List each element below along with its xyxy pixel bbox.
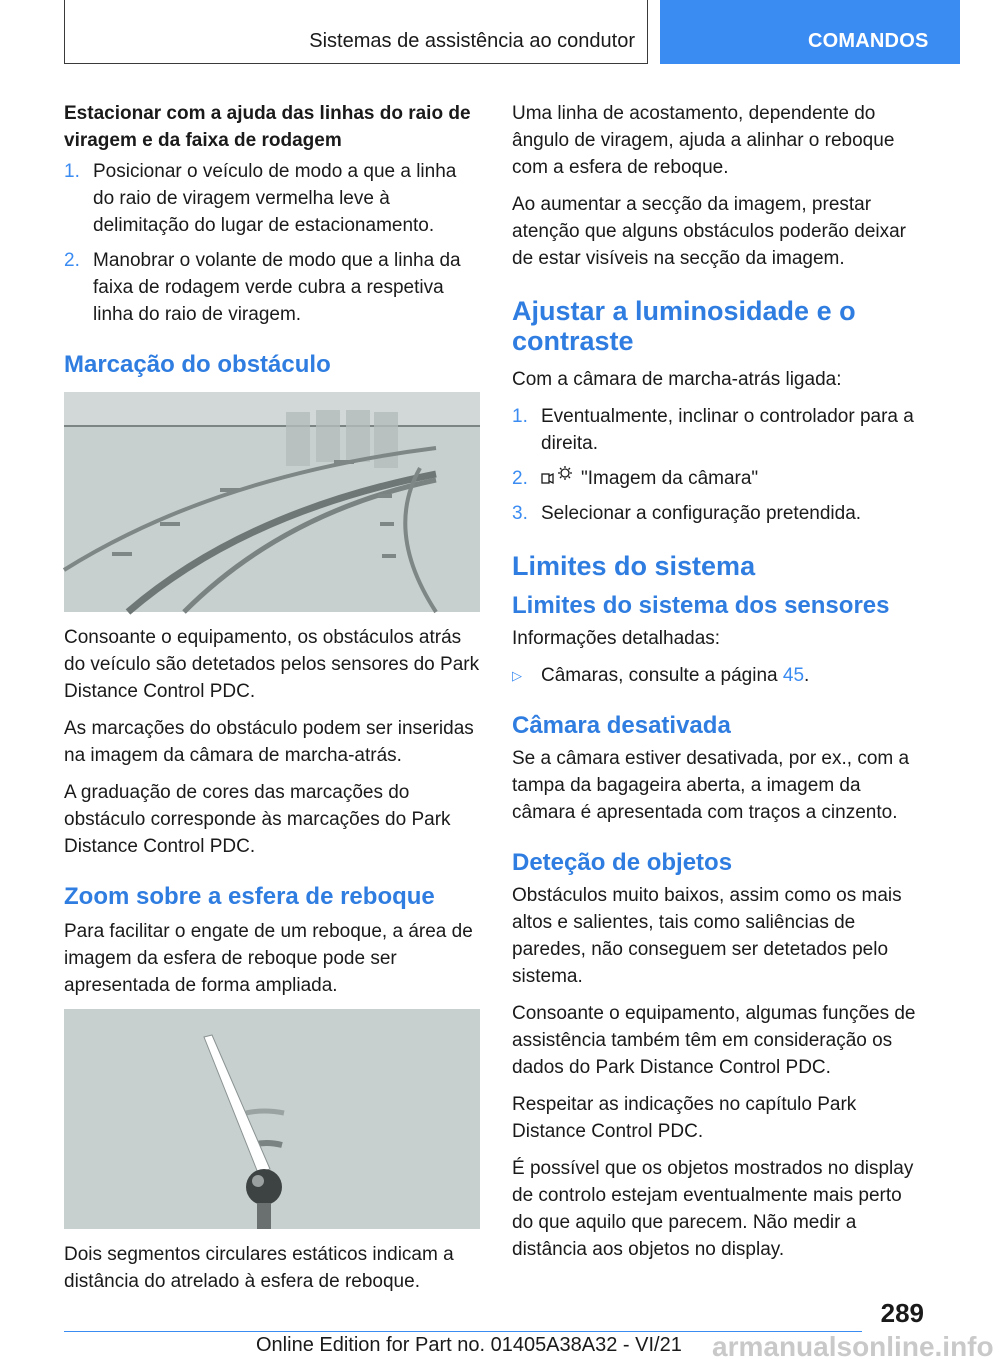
detect-para-1: Obstáculos muito baixos, assim como os mais altos e salientes, tais como saliências de paredes, não conseguem ser detetados pelo sistema. [512, 885, 902, 987]
camera-off-para: Se a câmara estiver desativada, por ex., com a tampa da bagageira aberta, a imagem da câmara é apresentada com traços a cinzento. [512, 748, 910, 823]
obstacle-para-1: Consoante o equipamento, os obstáculos atrás do veículo são detetados pelos sensores do Park Distance Control PDC. [64, 627, 480, 702]
header-box [64, 0, 648, 64]
parking-heading: Estacionar com a ajuda das linhas do raio de viragem e da faixa de rodagem [64, 103, 471, 151]
chapter-tab-label: COMANDOS [808, 30, 929, 52]
list-item: 2. "Imagem da câmara" [512, 465, 928, 492]
list-item: 3. Selecionar a configuração pretendida. [512, 503, 862, 524]
zoom-caption: Dois segmentos circulares estáticos indicam a distância do atrelado à esfera de reboque. [64, 1244, 454, 1292]
brightness-heading: Ajustar a luminosidade e o contraste [512, 296, 856, 356]
brightness-steps [512, 403, 928, 527]
camera-settings-icon [541, 465, 573, 487]
detect-heading: Deteção de objetos [512, 849, 733, 876]
zoom-heading: Zoom sobre a esfera de reboque [64, 883, 435, 910]
chapter-tab[interactable] [660, 0, 960, 64]
triangle-bullet-icon: ▷ [512, 668, 522, 683]
sensor-intro: Informações detalhadas: [512, 628, 721, 649]
obstacle-heading: Marcação do obstáculo [64, 351, 331, 378]
list-item: 2. Manobrar o volante de modo que a linha da faixa de rodagem verde cubra a respetiva linha do raio de viragem. [64, 250, 461, 325]
obstacle-para-3: A graduação de cores das marcações do obstáculo corresponde às marcações do Park Distance Control PDC. [64, 782, 451, 857]
towball-zoom-figure [64, 1009, 480, 1229]
list-item: 1. Posicionar o veículo de modo a que a linha do raio de viragem vermelha leve à delimitação do lugar de estacionamento. [64, 161, 457, 236]
section-title: Sistemas de assistência ao condutor [309, 30, 635, 52]
sensor-list [512, 662, 928, 689]
detect-para-4: É possível que os objetos mostrados no display de controlo estejam eventualmente mais perto do que aquilo que parecem. Não medir a distância aos objetos no display. [512, 1158, 914, 1260]
left-column [64, 100, 480, 1305]
detect-para-3: Respeitar as indicações no capítulo Park Distance Control PDC. [512, 1094, 857, 1142]
zoom-para: Para facilitar o engate de um reboque, a área de imagem da esfera de reboque pode ser apresentada de forma ampliada. [64, 921, 473, 996]
camera-off-heading: Câmara desativada [512, 712, 731, 739]
sensor-limits-heading: Limites do sistema dos sensores [512, 592, 890, 619]
right-column [512, 100, 928, 1273]
obstacle-para-2: As marcações do obstáculo podem ser inseridas na imagem da câmara de marcha-atrás. [64, 718, 474, 766]
intro-para-1: Uma linha de acostamento, dependente do ângulo de viragem, ajuda a alinhar o reboque com a esfera de reboque. [512, 103, 895, 178]
list-item: ▷ Câmaras, consulte a página 45. [512, 662, 928, 689]
page-number: 289 [880, 1298, 924, 1328]
page-link[interactable]: 45 [782, 665, 805, 686]
watermark: armanualsonline.info [712, 1331, 994, 1362]
list-item: 1. Eventualmente, inclinar o controlador para a direita. [512, 406, 914, 454]
intro-para-2: Ao aumentar a secção da imagem, prestar atenção que alguns obstáculos poderão deixar de estar visíveis na secção da imagem. [512, 194, 907, 269]
brightness-intro: Com a câmara de marcha-atrás ligada: [512, 369, 842, 390]
detect-para-2: Consoante o equipamento, algumas funções de assistência também têm em consideração os dados do Park Distance Control PDC. [512, 1003, 916, 1078]
parking-steps [64, 158, 480, 328]
edition-text: Online Edition for Part no. 01405A38A32 - VI/21 [256, 1334, 682, 1356]
obstacle-marking-figure [64, 392, 480, 612]
limits-heading: Limites do sistema [512, 551, 756, 581]
